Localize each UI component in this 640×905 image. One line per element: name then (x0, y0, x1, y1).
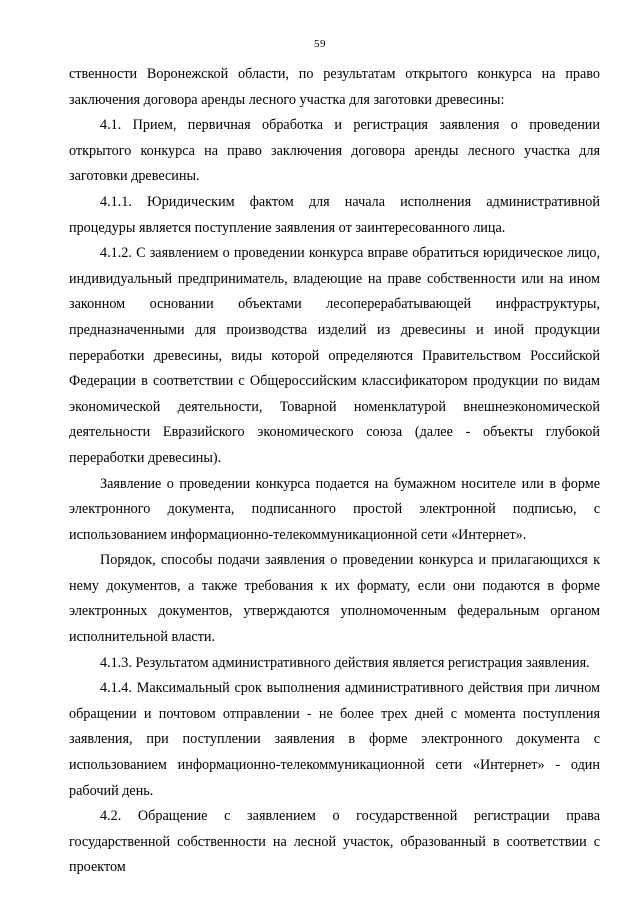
paragraph: 4.1.4. Максимальный срок выполнения административного действия при личном обращении и почтовом отправлении - не более трех дней с момента поступления заявления, при поступлении заявления в форме электронного документа с использованием информационно-телекоммуникационной сети «Интернет» - один рабочий день. (69, 680, 600, 799)
paragraph: 4.1.1. Юридическим фактом для начала исполнения административной процедуры является поступление заявления от заинтересованного лица. (69, 193, 600, 236)
paragraph: 4.2. Обращение с заявлением о государственной регистрации права государственной собственности на лесной участок, образованный в соответствии с проектом (69, 808, 600, 876)
paragraph: 4.1.3. Результатом административного действия является регистрация заявления. (100, 654, 590, 671)
paragraph: Порядок, способы подачи заявления о проведении конкурса и прилагающихся к нему документов, а также требования к их формату, если они подаются в форме электронных документов, утверждаются уполномоченным федеральным органом исполнительной власти. (69, 552, 600, 646)
paragraph: 4.1. Прием, первичная обработка и регистрация заявления о проведении открытого конкурса на право заключения договора аренды лесного участка для заготовки древесины. (69, 117, 600, 185)
paragraph: ственности Воронежской области, по результатам открытого конкурса на право заключения договора аренды лесного участка для заготовки древесины: (69, 66, 600, 108)
page-number: 59 (314, 38, 326, 50)
paragraph: 4.1.2. С заявлением о проведении конкурса вправе обратиться юридическое лицо, индивидуальный предприниматель, владеющие на праве собственности или на ином законном основании объектами лесоперерабатывающей инфраструктуры, предназначенными для производства изделий из древесины и иной продукции переработки древесины, виды которой определяются Правительством Российской Федерации в соответствии с Общероссийским классификатором продукции по видам экономической деятельности, Товарной номенклатурой внешнеэкономической деятельности Евразийского экономического союза (далее - объекты глубокой переработки древесины). (69, 245, 600, 466)
page-content (69, 62, 600, 881)
paragraph: Заявление о проведении конкурса подается на бумажном носителе или в форме электронного документа, подписанного простой электронной подписью, с использованием информационно-телекоммуникационной сети «Интернет». (69, 475, 600, 543)
